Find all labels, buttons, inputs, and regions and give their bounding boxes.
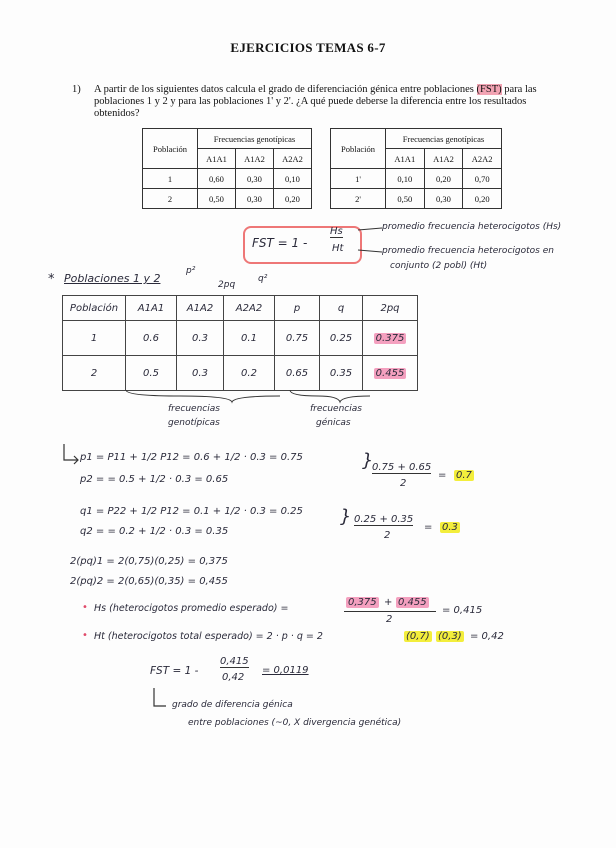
cell-value: 0,20 <box>463 189 502 209</box>
plus: + <box>384 597 393 608</box>
fst-formula-num: Hs <box>330 226 343 237</box>
label-freq-gen-1: frecuencias <box>310 404 362 414</box>
cell-value: 0,10 <box>386 169 425 189</box>
question-text-3: obtenidos? <box>94 108 140 119</box>
question-text-1: A partir de los siguientes datos calcula el grado de diferenciación génica entre poblaciones <box>94 84 474 95</box>
question-text-1b: para las <box>504 84 537 95</box>
table-row <box>63 356 418 391</box>
hs-b: 0,455 <box>398 597 427 608</box>
cell-pop: 1' <box>331 169 386 189</box>
note-hs: promedio frecuencia heterocigotos (Hs) <box>382 222 562 232</box>
ht-cell: 0.5 <box>126 356 177 391</box>
question-text-2: poblaciones 1 y 2 y para las poblaciones 1' y 2'. ¿A qué puede deberse la diferencia entre los resultados <box>94 96 527 107</box>
brace: } <box>340 506 352 527</box>
ht-a: (0,7) <box>406 631 430 642</box>
ht-label: Ht (heterocigotos total esperado) = 2 · p · q = 2 <box>94 631 323 642</box>
cell-value: 0,60 <box>198 169 236 189</box>
ht-cell: 0.25 <box>320 321 363 356</box>
q-avg-den: 2 <box>384 530 391 541</box>
table-populations-1-2 <box>142 128 312 209</box>
cell-value: 0,70 <box>463 169 502 189</box>
fst-den: 0,42 <box>222 672 245 683</box>
ht-cell: 0.3 <box>177 321 224 356</box>
page-title: EJERCICIOS TEMAS 6-7 <box>230 40 386 55</box>
cell-pop: 1 <box>143 169 198 189</box>
calc-q1: q1 = P22 + 1/2 P12 = 0.1 + 1/2 · 0.3 = 0.25 <box>80 506 303 517</box>
label-freq-gen-2: génicas <box>316 418 351 428</box>
handwritten-table <box>62 295 418 391</box>
hs-result: = 0,415 <box>442 605 483 616</box>
genotype-header: A1A1 <box>198 149 236 169</box>
arrow-mark <box>60 442 82 466</box>
calc-p2: p2 = = 0.5 + 1/2 · 0.3 = 0.65 <box>80 474 229 485</box>
table-populations-1p-2p <box>330 128 502 209</box>
section-title: Poblaciones 1 y 2 <box>64 272 161 285</box>
label-p2: p² <box>186 266 196 276</box>
brace-marks <box>120 388 380 404</box>
header-poblacion: Población <box>143 129 198 169</box>
cell-value: 0,50 <box>198 189 236 209</box>
conclusion-1: grado de diferencia génica <box>172 700 293 710</box>
fst-num: 0,415 <box>220 656 249 667</box>
ht-cell: 1 <box>63 321 126 356</box>
equals: = <box>438 470 447 481</box>
cell-value: 0,10 <box>273 169 311 189</box>
equals: = <box>424 522 433 533</box>
table-row <box>331 169 502 189</box>
ht-header: A2A2 <box>224 296 275 321</box>
cell-value: 0,30 <box>235 189 273 209</box>
bracket-mark <box>150 686 170 710</box>
table-row <box>143 169 312 189</box>
fst-result: = 0,0119 <box>262 665 309 676</box>
q-avg-num: 0.25 + 0.35 <box>354 514 414 525</box>
bullet: • <box>82 602 88 613</box>
q-avg-result: 0.3 <box>442 522 458 533</box>
p-avg-result: 0.7 <box>456 470 472 481</box>
calc-q2: q2 = = 0.2 + 1/2 · 0.3 = 0.35 <box>80 526 229 537</box>
conclusion-2: entre poblaciones (~0, X divergencia genética) <box>188 718 402 728</box>
ht-header: Población <box>63 296 126 321</box>
table-row <box>143 189 312 209</box>
cell-value: 0,30 <box>235 169 273 189</box>
fst-formula-lhs: FST = 1 - <box>252 236 308 250</box>
cell-value: 0,50 <box>386 189 425 209</box>
ht-cell-2pq: 0.455 <box>375 367 405 379</box>
ht-result: = 0,42 <box>470 631 504 642</box>
ht-cell: 0.1 <box>224 321 275 356</box>
calc-p1: p1 = P11 + 1/2 P12 = 0.6 + 1/2 · 0.3 = 0.75 <box>80 452 303 463</box>
calc-2pq-2: 2(pq)2 = 2(0,65)(0,35) = 0,455 <box>70 576 228 587</box>
cell-pop: 2 <box>143 189 198 209</box>
star-mark: * <box>48 272 55 287</box>
ht-header: A1A1 <box>126 296 177 321</box>
fst-highlight: (FST) <box>476 84 502 95</box>
ht-cell: 0.3 <box>177 356 224 391</box>
label-freq-geno-1: frecuencias <box>168 404 220 414</box>
ht-b: (0,3) <box>438 631 462 642</box>
ht-cell: 0.75 <box>275 321 320 356</box>
genotype-header: A2A2 <box>463 149 502 169</box>
cell-value: 0,30 <box>424 189 463 209</box>
hs-den: 2 <box>386 614 393 625</box>
question-1 <box>72 84 558 120</box>
calc-2pq-1: 2(pq)1 = 2(0,75)(0,25) = 0,375 <box>70 556 228 567</box>
table-row <box>331 189 502 209</box>
note-arrows <box>356 224 386 256</box>
cell-value: 0,20 <box>424 169 463 189</box>
question-number: 1) <box>72 84 81 95</box>
label-2pq: 2pq <box>218 280 236 290</box>
genotype-header: A1A2 <box>424 149 463 169</box>
ht-header: q <box>320 296 363 321</box>
label-q2: q² <box>258 274 268 284</box>
ht-cell-2pq: 0.375 <box>375 332 405 344</box>
genotype-header: A1A2 <box>235 149 273 169</box>
ht-header: p <box>275 296 320 321</box>
genotype-header: A1A1 <box>386 149 425 169</box>
ht-header: A1A2 <box>177 296 224 321</box>
note-ht-2: conjunto (2 pobl) (Ht) <box>390 261 488 271</box>
table-row <box>63 321 418 356</box>
header-frecuencias: Frecuencias genotípicas <box>386 129 502 149</box>
cell-value: 0,20 <box>273 189 311 209</box>
genotype-header: A2A2 <box>273 149 311 169</box>
note-ht-1: promedio frecuencia heterocigotos en <box>382 246 554 256</box>
brace: } <box>362 450 374 471</box>
ht-cell: 2 <box>63 356 126 391</box>
ht-header: 2pq <box>363 296 418 321</box>
ht-cell: 0.6 <box>126 321 177 356</box>
hs-fraction-bar <box>344 611 436 612</box>
hs-a: 0,375 <box>348 597 377 608</box>
p-avg-num: 0.75 + 0.65 <box>372 462 432 473</box>
hs-label: Hs (heterocigotos promedio esperado) = <box>94 603 289 614</box>
fst-lhs: FST = 1 - <box>150 665 199 677</box>
ht-cell: 0.35 <box>320 356 363 391</box>
ht-cell: 0.65 <box>275 356 320 391</box>
p-avg-den: 2 <box>400 478 407 489</box>
label-freq-geno-2: genotípicas <box>168 418 220 428</box>
header-poblacion: Población <box>331 129 386 169</box>
bullet: • <box>82 630 88 641</box>
fst-formula-den: Ht <box>332 243 344 254</box>
cell-pop: 2' <box>331 189 386 209</box>
ht-cell: 0.2 <box>224 356 275 391</box>
header-frecuencias: Frecuencias genotípicas <box>198 129 312 149</box>
